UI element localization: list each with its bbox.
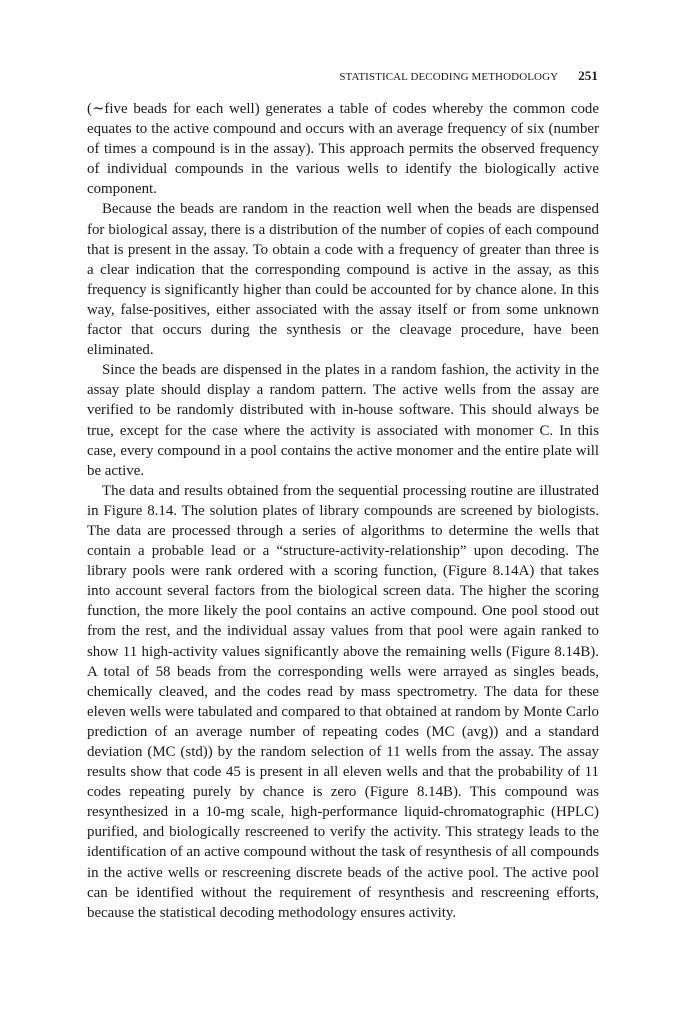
paragraph-results: The data and results obtained from the sequential processing routine are illustrated in Figure 8.14. The solution plates of library compounds are screened by biologists. The data are processed through a series of algorithms to determine the wells that contain a probable lead or a “structure-activity-relationship” upon decoding. The library pools were rank ordered with a scoring function, (Figure 8.14A) that takes into account several factors from the biological screen data. The higher the scoring function, the more likely the pool contains an active compound. One pool stood out from the rest, and the individual assay values from that pool were again ranked to show 11 high-activity values significantly above the remaining wells (Figure 8.14B). A total of 58 beads from the corresponding wells were arrayed as singles beads, chemically cleaved, and the codes read by mass spectrometry. The data for these eleven wells were tabulated and compared to that obtained at random by Monte Carlo prediction of an average number of repeating codes (MC (avg)) and a standard deviation (MC (std)) by the random selection of 11 wells from the assay. The assay results show that code 45 is present in all eleven wells and that the probability of 11 codes repeating purely by chance is zero (Figure 8.14B). This compound was resynthesized in a 10-mg scale, high-performance liquid-chromatographic (HPLC) purified, and biologically rescreened to verify the activity. This strategy leads to the identification of an active compound without the task of resynthesis of all compounds in the active wells or rescreening discrete beads of the active pool. The active pool can be identified without the requirement of resynthesis and rescreening efforts, because the statistical decoding methodology ensures activity. bbox=[87, 482, 599, 921]
paragraph-random-pattern: Since the beads are dispensed in the plates in a random fashion, the activity in the assay plate should display a random pattern. The active wells from the assay are verified to be randomly distributed with in-house software. This should always be true, except for the case where the activity is associated with monomer C. In this case, every compound in a pool contains the active monomer and the entire plate will be active. bbox=[87, 362, 599, 479]
body-text bbox=[87, 99, 599, 923]
running-title: STATISTICAL DECODING METHODOLOGY bbox=[339, 71, 559, 83]
book-page bbox=[87, 0, 599, 1024]
page-number: 251 bbox=[578, 68, 598, 83]
running-head bbox=[339, 68, 598, 84]
paragraph-continuation: (∼five beads for each well) generates a table of codes whereby the common code equates to the active compound and occurs with an average frequency of six (number of times a compound is in the assay). This approach permits the observed frequency of individual compounds in the various wells to identify the biologically active component. bbox=[87, 101, 599, 198]
paragraph-distribution: Because the beads are random in the reaction well when the beads are dispensed for biological assay, there is a distribution of the number of copies of each compound that is present in the assay. To obtain a code with a frequency of greater than three is a clear indication that the corresponding compound is active in the assay, as this frequency is significantly higher than could be accounted for by chance alone. In this way, false-positives, either associated with the assay itself or from some unknown factor that occurs during the synthesis or the cleavage procedure, have been eliminated. bbox=[87, 201, 599, 359]
